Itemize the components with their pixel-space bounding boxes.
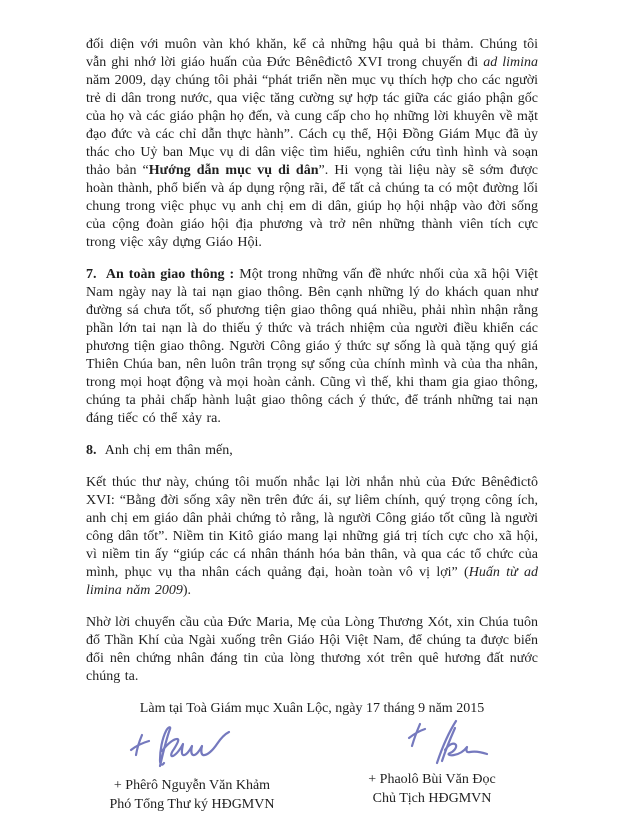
signatory-title-right: Chủ Tịch HĐGMVN [372, 791, 492, 806]
signature-block-left [86, 722, 298, 814]
paragraph-conclusion-quote: Kết thúc thư này, chúng tôi muốn nhắc lại lời nhắn nhủ của Đức Bênêđictô XVI: “Bằng đời sống xây nền trên đức ái, sự liêm chính, quý trọng công ích, anh chị em giáo dân phải chứng tỏ rằng, là người Công giáo tốt cũng là người công dân tốt”. Niềm tin Kitô giáo mang lại những giá trị tích cực cho xã hội, vì niềm tin ấy “giúp các cá nhân thánh hóa bản thân, và qua các tổ chức của mình, phục vụ tha nhân cách quảng đại, hoàn toàn vô vị lợi” (Huấn từ ad limina năm 2009). [86, 475, 538, 598]
signatory-title-left: Phó Tổng Thư ký HĐGMVN [109, 797, 275, 812]
page-body [86, 36, 538, 814]
paragraph-migration-continuation: đối diện với muôn vàn khó khăn, kể cả những hậu quả bi thảm. Chúng tôi vẫn ghi nhớ lời giáo huấn của Đức Bênêđictô XVI trong chuyến đi ad limina năm 2009, dạy chúng tôi phải “phát triển nền mục vụ thích hợp cho các người trẻ di dân trong nước, qua việc tăng cường sự hợp tác giữa các giáo phận gốc của họ và các giáo phận họ đến, và cung cấp cho họ những lời khuyên về mặt đạo đức và các chỉ dẫn thực hành”. Cách cụ thể, Hội Đồng Giám Mục đã ủy thác cho Uỷ ban Mục vụ di dân việc tìm hiểu, nghiên cứu tình hình và soạn thảo bản “Hướng dẫn mục vụ di dân”. Hi vọng tài liệu này sẽ sớm được hoàn thành, phổ biến và áp dụng rộng rãi, để tất cả chúng ta có một đường lối chung trong việc phục vụ anh chị em di dân, giúp họ hội nhập vào đời sống của cộng đoàn giáo hội địa phương và trở nên những thành viên tích cực trong việc xây dựng Giáo Hội. [86, 37, 539, 250]
paragraph-8-greeting: 8. Anh chị em thân mến, [86, 443, 233, 458]
signature-block-right [326, 722, 538, 814]
signatory-name-left: + Phêrô Nguyễn Văn Khảm [113, 778, 271, 793]
paragraph-7-traffic-safety: 7. An toàn giao thông : Một trong những vấn đề nhức nhối của xã hội Việt Nam ngày nay là tai nạn giao thông. Bên cạnh những lý do khách quan như đường sá chưa tốt, số phương tiện giao thông quá nhiều, phải nhìn nhận rằng phần lớn tai nạn là do thiếu ý thức và trách nhiệm của người điều khiển các phương tiện giao thông. Người Công giáo ý thức sự sống là quà tặng quý giá Thiên Chúa ban, nên luôn trân trọng sự sống của chính mình và của tha nhân, trong mọi hoạt động và mọi hoàn cảnh. Cũng vì thế, khi tham gia giao thông, chúng ta phải chấp hành luật giao thông cách ý thức, để tránh những tai nạn đáng tiếc có thể xảy ra. [86, 267, 539, 426]
handwritten-signature-doc-icon [399, 716, 495, 768]
signature-row [86, 722, 538, 814]
paragraph-prayer: Nhờ lời chuyển cầu của Đức Maria, Mẹ của Lòng Thương Xót, xin Chúa tuôn đổ Thần Khí của Ngài xuống trên Giáo Hội Việt Nam, để chúng ta được biến đổi nên chứng nhân đáng tin của lòng thương xót trên quê hương đất nước chúng ta. [86, 615, 538, 684]
signatory-name-right: + Phaolô Bùi Văn Đọc [368, 772, 496, 787]
handwritten-signature-kham-icon [124, 722, 246, 774]
date-place-line: Làm tại Toà Giám mục Xuân Lộc, ngày 17 tháng 9 năm 2015 [139, 701, 485, 716]
